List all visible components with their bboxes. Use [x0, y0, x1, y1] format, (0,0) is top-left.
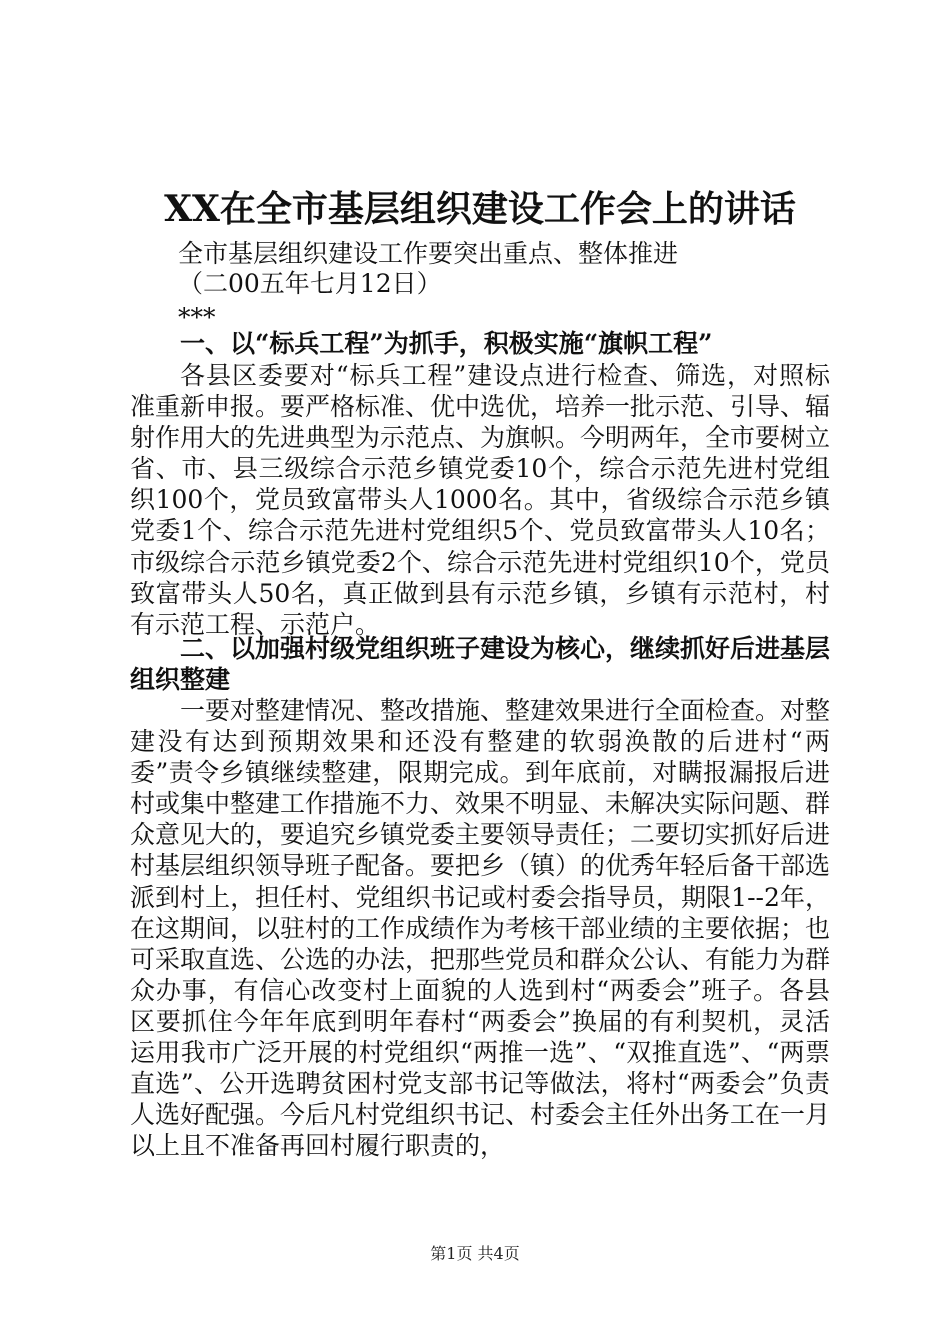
- document-subtitle: 全市基层组织建设工作要突出重点、整体推进: [178, 239, 679, 268]
- document-date: （二00五年七月12日）: [178, 269, 442, 298]
- section-1-heading: 一、以“标兵工程”为抓手，积极实施“旗帜工程”: [180, 329, 713, 358]
- section-2-heading: 二、以加强村级党组织班子建设为核心，继续抓好后进基层组织整建: [130, 634, 831, 694]
- section-2-body: 一要对整建情况、整改措施、整建效果进行全面检查。对整建没有达到预期效果和还没有整建的软弱涣散的后进村“两委”责令乡镇继续整建，限期完成。到年底前，对瞒报漏报后进村或集中整建工作措施不力、效果不明显、未解决实际问题、群众意见大的，要追究乡镇党委主要领导责任；二要切实抓好后进村基层组织领导班子配备。要把乡（镇）的优秀年轻后备干部选派到村上，担任村、党组织书记或村委会指导员，期限1--2年，在这期间，以驻村的工作成绩作为考核干部业绩的主要依据；也可采取直选、公选的办法，把那些党员和群众公认、有能力为群众办事，有信心改变村上面貌的人选到村“两委会”班子。各县区要抓住今年年底到明年春村“两委会”换届的有利契机，灵活运用我市广泛开展的村党组织“两推一选”、“双推直选”、“两票直选”、公开选聘贫困村党支部书记等做法，将村“两委会”负责人选好配强。今后凡村党组织书记、村委会主任外出务工在一月以上且不准备再回村履行职责的，: [130, 696, 831, 1161]
- document-title: XX在全市基层组织建设工作会上的讲话: [164, 188, 796, 230]
- document-author: ***: [178, 303, 216, 332]
- page-footer: 第1页 共4页: [430, 1244, 520, 1263]
- section-1-body: 各县区委要对“标兵工程”建设点进行检查、筛选，对照标准重新申报。要严格标准、优中选优，培养一批示范、引导、辐射作用大的先进典型为示范点、为旗帜。今明两年，全市要树立省、市、县三级综合示范乡镇党委10个，综合示范先进村党组织100个，党员致富带头人1000名。其中，省级综合示范乡镇党委1个、综合示范先进村党组织5个、党员致富带头人10名；市级综合示范乡镇党委2个、综合示范先进村党组织10个，党员致富带头人50名，真正做到县有示范乡镇，乡镇有示范村，村有示范工程、示范户。: [130, 361, 831, 639]
